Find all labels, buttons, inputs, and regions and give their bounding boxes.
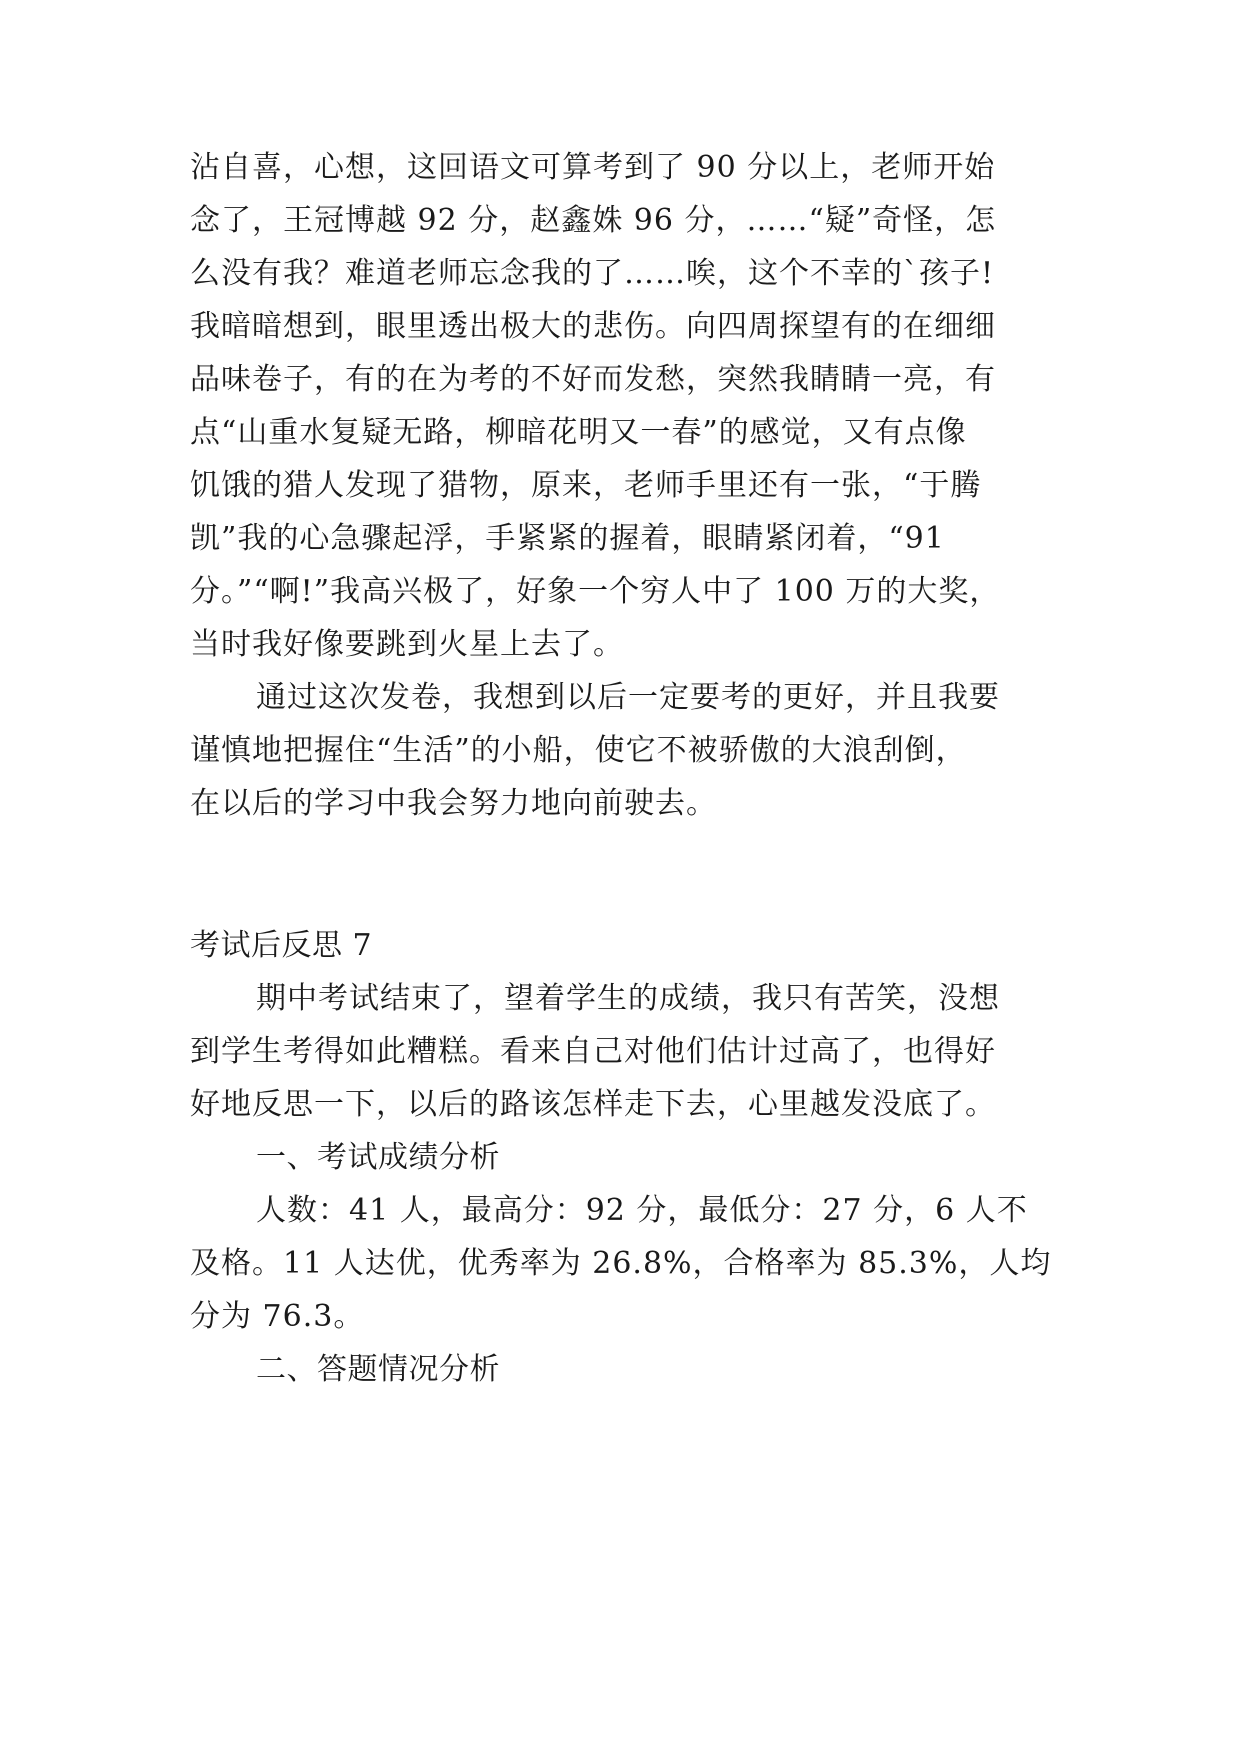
paragraph-line: 当时我好像要跳到火星上去了。 bbox=[190, 627, 624, 662]
paragraph-line: 及格。11 人达优，优秀率为 26.8%，合格率为 85.3%，人均 bbox=[190, 1246, 1052, 1281]
paragraph-line: 点“山重水复疑无路，柳暗花明又一春”的感觉，又有点像 bbox=[190, 415, 967, 450]
section-title: 考试后反思 7 bbox=[190, 928, 373, 963]
paragraph-line: 凯”我的心急骤起浮，手紧紧的握着，眼睛紧闭着，“91 bbox=[190, 521, 945, 556]
paragraph-line: 么没有我？难道老师忘念我的了……唉，这个不幸的`孩子! bbox=[190, 256, 995, 291]
paragraph-line: 期中考试结束了，望着学生的成绩，我只有苦笑，没想 bbox=[256, 981, 1000, 1016]
paragraph-line: 人数：41 人，最高分：92 分，最低分：27 分，6 人不 bbox=[256, 1193, 1028, 1228]
paragraph-line: 分为 76.3。 bbox=[190, 1299, 365, 1334]
paragraph-line: 我暗暗想到，眼里透出极大的悲伤。向四周探望有的在细细 bbox=[190, 309, 996, 344]
paragraph-line: 通过这次发卷，我想到以后一定要考的更好，并且我要 bbox=[256, 680, 1000, 715]
paragraph-line: 谨慎地把握住“生活”的小船，使它不被骄傲的大浪刮倒， bbox=[190, 733, 967, 768]
paragraph-line: 念了，王冠博越 92 分，赵鑫姝 96 分，……“疑”奇怪，怎 bbox=[190, 203, 997, 238]
paragraph-line: 分。”“啊!”我高兴极了，好象一个穷人中了 100 万的大奖， bbox=[190, 574, 1001, 609]
paragraph-line: 饥饿的猎人发现了猎物，原来，老师手里还有一张，“于腾 bbox=[190, 468, 982, 503]
subheading-score-analysis: 一、考试成绩分析 bbox=[256, 1140, 500, 1175]
paragraph-line: 品味卷子，有的在为考的不好而发愁，突然我睛睛一亮，有 bbox=[190, 362, 996, 397]
subheading-answer-analysis: 二、答题情况分析 bbox=[256, 1352, 500, 1387]
paragraph-line: 到学生考得如此糟糕。看来自己对他们估计过高了，也得好 bbox=[190, 1034, 996, 1069]
paragraph-line: 沾自喜，心想，这回语文可算考到了 90 分以上，老师开始 bbox=[190, 150, 996, 185]
paragraph-line: 好地反思一下，以后的路该怎样走下去，心里越发没底了。 bbox=[190, 1087, 996, 1122]
paragraph-line: 在以后的学习中我会努力地向前驶去。 bbox=[190, 786, 717, 821]
